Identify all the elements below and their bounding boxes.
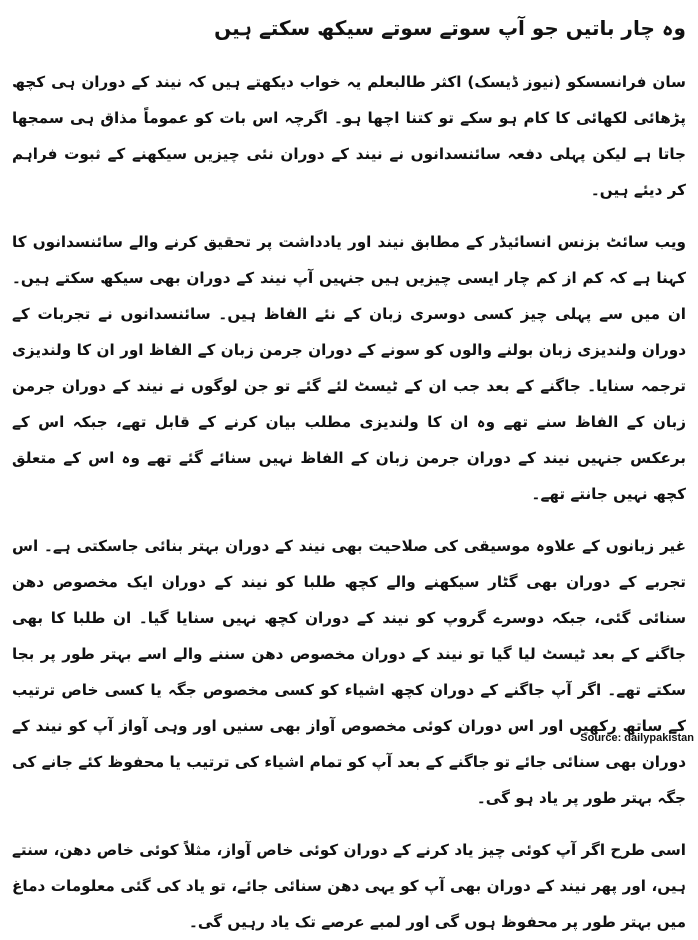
article [8,6,690,931]
article-paragraph-1: سان فرانسسکو (نیوز ڈیسک) اکثر طالبعلم یہ خواب دیکھتے ہیں کہ نیند کے دوران ہی کچھ پڑھائی لکھائی کا کام ہو سکے تو کتنا اچھا ہو۔ اگرچہ اس بات کو عموماً مذاق ہی سمجھا جاتا ہے لیکن پہلی دفعہ سائنسدانوں نے نیند کے دوران نئی چیزیں سیکھنے کے ثبوت فراہم کر دیئے ہیں۔ [12,73,686,199]
source-credit: Source: dailypakistan [580,732,694,744]
article-title: وہ چار باتیں جو آپ سوتے سوتے سیکھ سکتے ہیں [214,16,686,40]
article-paragraph-3: غیر زبانوں کے علاوہ موسیقی کی صلاحیت بھی نیند کے دوران بہتر بنائی جاسکتی ہے۔ اس تجربے کے دوران بھی گٹار سیکھنے والے کچھ طلبا کو نیند کے دوران ایک مخصوص دھن سنائی گئی، جبکہ دوسرے گروپ کو نیند کے دوران کچھ نہیں سنایا گیا۔ ان طلبا کا بھی جاگنے کے بعد ٹیسٹ لیا گیا تو نیند کے دوران مخصوص دھن سننے والے اسے بہتر طور پر بجا سکتے تھے۔ اگر آپ جاگنے کے دوران کچھ اشیاء کو کسی مخصوص جگہ یا کسی خاص ترتیب کے ساتھ رکھیں اور اس دوران کوئی مخصوص آواز بھی سنیں اور وہی آواز آپ کو نیند کے دوران بھی سنائی جائے تو جاگنے کے بعد آپ کو تمام اشیاء کی ترتیب یا محفوظ کئے جانے کی جگہ بہتر طور پر یاد ہو گی۔ [12,537,686,807]
article-paragraph-4: اسی طرح اگر آپ کوئی چیز یاد کرنے کے دوران کوئی خاص آواز، مثلاً کوئی خاص دھن، سنتے ہیں، اور پھر نیند کے دوران بھی آپ کو یہی دھن سنائی جائے، تو یاد کی گئی معلومات دماغ میں بہتر طور پر محفوظ ہوں گی اور لمبے عرصے تک یاد رہیں گی۔ [12,841,686,931]
article-paragraph-2: ویب سائٹ بزنس انسائیڈر کے مطابق نیند اور یادداشت پر تحقیق کرنے والے سائنسدانوں کا کہنا ہے کہ کم از کم چار ایسی چیزیں ہیں جنہیں آپ نیند کے دوران بھی سیکھ سکتے ہیں۔ ان میں سے پہلی چیز کسی دوسری زبان کے نئے الفاظ ہیں۔ سائنسدانوں نے تجربات کے دوران ولندیزی زبان بولنے والوں کو سونے کے دوران جرمن زبان کے الفاظ اور ان کا ولندیزی ترجمہ سنایا۔ جاگنے کے بعد جب ان کے ٹیسٹ لئے گئے تو جن لوگوں نے نیند کے دوران جرمن زبان کے الفاظ سنے تھے وہ ان کا ولندیزی مطلب بیان کرنے کے قابل تھے، جبکہ اس کے برعکس جنہیں نیند کے دوران جرمن زبان کے الفاظ نہیں سنائے گئے تھے وہ اس کے متعلق کچھ نہیں جانتے تھے۔ [12,233,686,503]
